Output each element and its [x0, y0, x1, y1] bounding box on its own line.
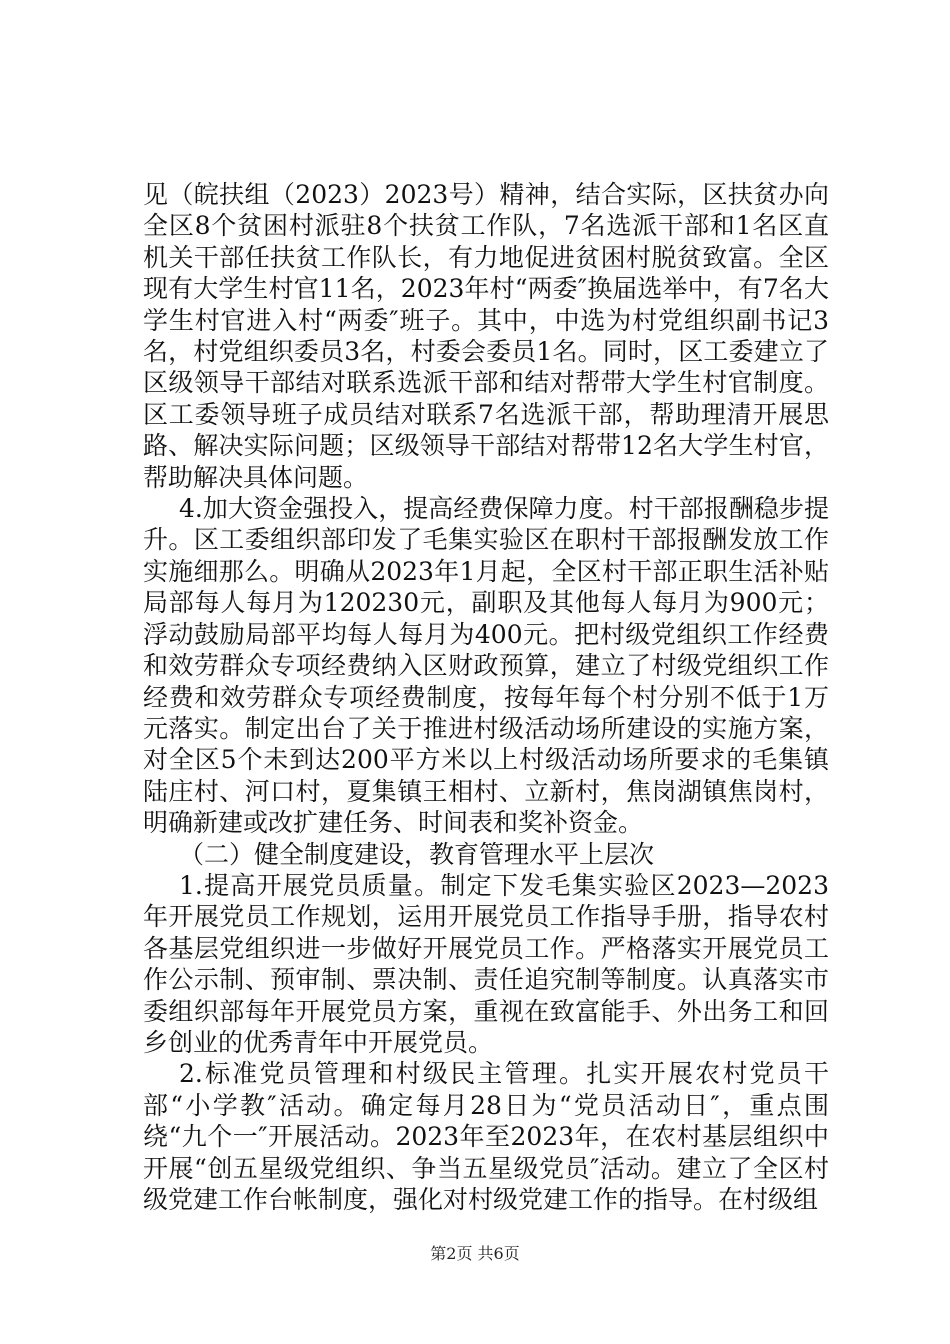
paragraph-party-member-quality: 1.提高开展党员质量。制定下发毛集实验区2023—2023年开展党员工作规划，运用开展党员工作指导手册，指导农村各基层党组织进一步做好开展党员工作。严格落实开展党员工作公示制、预审制、票决制、责任追究制等制度。认真落实市委组织部每年开展党员方案，重视在致富能手、外出务工和回乡创业的优秀青年中开展党员。 — [143, 870, 829, 1057]
paragraph-continued: 见（皖扶组（2023）2023号）精神，结合实际，区扶贫办向全区8个贫困村派驻8个扶贫工作队，7名选派干部和1名区直机关干部任扶贫工作队长，有力地促进贫困村脱贫致富。全区现有大学生村官11名，2023年村“两委″换届选举中，有7名大学生村官进入村“两委″班子。其中，中选为村党组织副书记3名，村党组织委员3名，村委会委员1名。同时，区工委建立了区级领导干部结对联系选派干部和结对帮带大学生村官制度。区工委领导班子成员结对联系7名选派干部，帮助理清开展思路、解决实际问题；区级领导干部结对帮带12名大学生村官，帮助解决具体问题。 — [143, 180, 829, 492]
document-body — [143, 179, 829, 1215]
paragraph-funding: 4.加大资金强投入，提高经费保障力度。村干部报酬稳步提升。区工委组织部印发了毛集实验区在职村干部报酬发放工作实施细那么。明确从2023年1月起，全区村干部正职生活补贴局部每人每月为120230元，副职及其他每人每月为900元；浮动鼓励局部平均每人每月为400元。把村级党组织工作经费和效劳群众专项经费纳入区财政预算，建立了村级党组织工作经费和效劳群众专项经费制度，按每年每个村分别不低于1万元落实。制定出台了关于推进村级活动场所建设的实施方案，对全区5个未到达200平方米以上村级活动场所要求的毛集镇陆庄村、河口村，夏集镇王相村、立新村，焦岗湖镇焦岗村，明确新建或改扩建任务、时间表和奖补资金。 — [143, 494, 829, 838]
paragraph-party-member-management: 2.标准党员管理和村级民主管理。扎实开展农村党员干部“小学教″活动。确定每月28日为“党员活动日″，重点围绕“九个一″开展活动。2023年至2023年，在农村基层组织中开展“创五星级党组织、争当五星级党员″活动。建立了全区村级党建工作台帐制度，强化对村级党建工作的指导。在村级组 — [143, 1059, 829, 1214]
page-number-footer: 第2页 共6页 — [430, 1244, 520, 1263]
section-heading: （二）健全制度建设，教育管理水平上层次 — [179, 839, 655, 869]
